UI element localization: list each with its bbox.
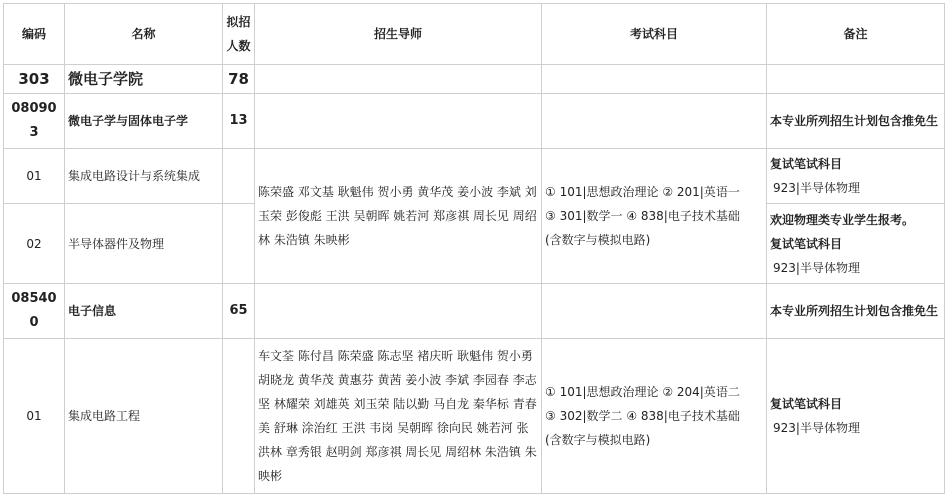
dir1-quota	[223, 149, 255, 204]
college-advisors	[255, 65, 542, 94]
exam-line-3: (含数字与模拟电路)	[545, 233, 651, 247]
major-row	[4, 94, 945, 149]
major1-code: 080903	[4, 94, 65, 149]
header-row	[4, 4, 945, 65]
header-note: 备注	[767, 4, 945, 65]
dir3-name: 集成电路工程	[65, 339, 223, 494]
major2-quota: 65	[223, 284, 255, 339]
dir1-code: 01	[4, 149, 65, 204]
major2-name: 电子信息	[65, 284, 223, 339]
exam-line-3: (含数字与模拟电路)	[545, 433, 651, 447]
dir2-note-sub: 923|半导体物理	[773, 260, 860, 275]
major1-exam	[542, 149, 767, 284]
college-note	[767, 65, 945, 94]
major1-exam-empty	[542, 94, 767, 149]
dir1-note	[767, 149, 945, 204]
major1-advisors-empty	[255, 94, 542, 149]
dir3-note-sub: 923|半导体物理	[773, 421, 860, 435]
header-quota-label: 拟招 人数	[226, 15, 251, 53]
direction-row	[4, 149, 945, 204]
major2-note: 本专业所列招生计划包含推免生	[767, 284, 945, 339]
dir3-note	[767, 339, 945, 494]
header-code: 编码	[4, 4, 65, 65]
dir1-note-title: 复试笔试科目	[770, 157, 843, 171]
major2-advisors-empty	[255, 284, 542, 339]
exam-line-2: ③ 302|数学二 ④ 838|电子技术基础	[545, 409, 740, 423]
header-quota	[223, 4, 255, 65]
major1-note: 本专业所列招生计划包含推免生	[767, 94, 945, 149]
college-row	[4, 65, 945, 94]
dir3-advisors: 车文荃 陈付昌 陈荣盛 陈志坚 褚庆昕 耿魁伟 贺小勇 胡晓龙 黄华茂 黄惠芬 黄茜 姜小波 李斌 李园春 李志坚 林耀荣 刘雄英 刘玉荣 陆以勤 马自龙 秦华标 青春美 舒琳 涂治红 王洪 韦岗 吴朝晖 徐向民 姚若河 张洪林 章秀银 赵明剑 郑彦祺 周长见 周绍林 朱浩镇 朱映彬	[255, 339, 542, 494]
dir2-note-title: 复试笔试科目	[770, 236, 843, 251]
dir1-name: 集成电路设计与系统集成	[65, 149, 223, 204]
dir3-code: 01	[4, 339, 65, 494]
header-exam: 考试科目	[542, 4, 767, 65]
exam-line-1: ① 101|思想政治理论 ② 204|英语二	[545, 385, 740, 399]
major1-quota: 13	[223, 94, 255, 149]
college-code: 303	[4, 65, 65, 94]
direction-row	[4, 339, 945, 494]
college-name: 微电子学院	[65, 65, 223, 94]
exam-line-1: ① 101|思想政治理论 ② 201|英语一	[545, 185, 740, 199]
header-advisors: 招生导师	[255, 4, 542, 65]
header-name: 名称	[65, 4, 223, 65]
dir2-note	[767, 204, 945, 284]
dir3-exam	[542, 339, 767, 494]
dir3-quota	[223, 339, 255, 494]
major-row	[4, 284, 945, 339]
college-exam	[542, 65, 767, 94]
dir2-quota	[223, 204, 255, 284]
college-quota: 78	[223, 65, 255, 94]
dir1-note-sub: 923|半导体物理	[773, 181, 860, 195]
exam-line-2: ③ 301|数学一 ④ 838|电子技术基础	[545, 209, 740, 223]
admissions-table	[3, 3, 945, 494]
dir2-note-intro: 欢迎物理类专业学生报考。	[770, 212, 915, 227]
major2-code: 085400	[4, 284, 65, 339]
major1-name: 微电子学与固体电子学	[65, 94, 223, 149]
dir2-name: 半导体器件及物理	[65, 204, 223, 284]
major1-advisors: 陈荣盛 邓文基 耿魁伟 贺小勇 黄华茂 姜小波 李斌 刘玉荣 彭俊彪 王洪 吴朝晖 姚若河 郑彦祺 周长见 周绍林 朱浩镇 朱映彬	[255, 149, 542, 284]
dir3-note-title: 复试笔试科目	[770, 397, 843, 411]
major2-exam-empty	[542, 284, 767, 339]
dir2-code: 02	[4, 204, 65, 284]
